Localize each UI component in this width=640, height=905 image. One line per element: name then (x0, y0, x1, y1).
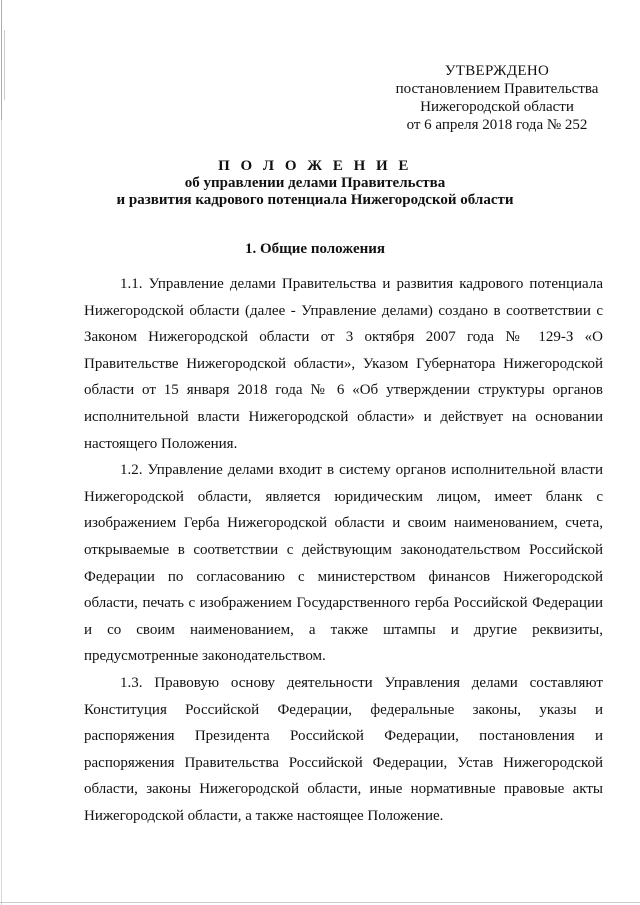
section-title: 1. Общие положения (244, 241, 386, 257)
approval-stamp (372, 62, 622, 134)
approval-approved: УТВЕРЖДЕНО (444, 63, 550, 79)
paragraph-1-1: 1.1. Управление делами Правительства и развития кадрового потенциала Нижегородской области (далее - Управление делами) создано в соответствии с Законом Нижегородской области от 3 октября 2007 года № 129-З «О Правительстве Нижегородской области», Указом Губернатора Нижегородской области от 15 января 2018 года № 6 «Об утверждении структуры органов исполнительной власти Нижегородской области» и действует на основании настоящего Положения. (84, 276, 603, 452)
scan-edge-bottom (0, 902, 640, 903)
document-subtitle-2: и развития кадрового потенциала Нижегородской области (116, 192, 514, 208)
paragraph-1-2: 1.2. Управление делами входит в систему органов исполнительной власти Нижегородской области, является юридическим лицом, имеет бланк с изображением Герба Нижегородской области и своим наименованием, счета, открываемые в соответствии с действующим законодательством Российской Федерации по согласованию с министерством финансов Нижегородской области, печать с изображением Государственного герба Российской Федерации и со своим наименованием, а также штампы и другие реквизиты, предусмотренные законодательством. (84, 462, 603, 665)
document-subtitle-1: об управлении делами Правительства (184, 175, 446, 191)
approval-line-3: от 6 апреля 2018 года № 252 (406, 117, 588, 133)
section-body (84, 271, 603, 829)
paragraph-1-3: 1.3. Правовую основу деятельности Управления делами составляют Конституция Российской Федерации, федеральные законы, указы и распоряжения Президента Российской Федерации, постановления и распоряжения Правительства Российской Федерации, Устав Нижегородской области, законы Нижегородской области, иные нормативные правовые акты Нижегородской области, а также настоящее Положение. (84, 674, 603, 824)
document-heading: П О Л О Ж Е Н И Е (218, 158, 412, 174)
approval-line-1: постановлением Правительства (395, 81, 599, 97)
scan-edge-left (1, 0, 2, 905)
approval-line-2: Нижегородской области (420, 99, 574, 115)
document-title (80, 158, 550, 209)
scan-edge-mark (4, 30, 5, 100)
